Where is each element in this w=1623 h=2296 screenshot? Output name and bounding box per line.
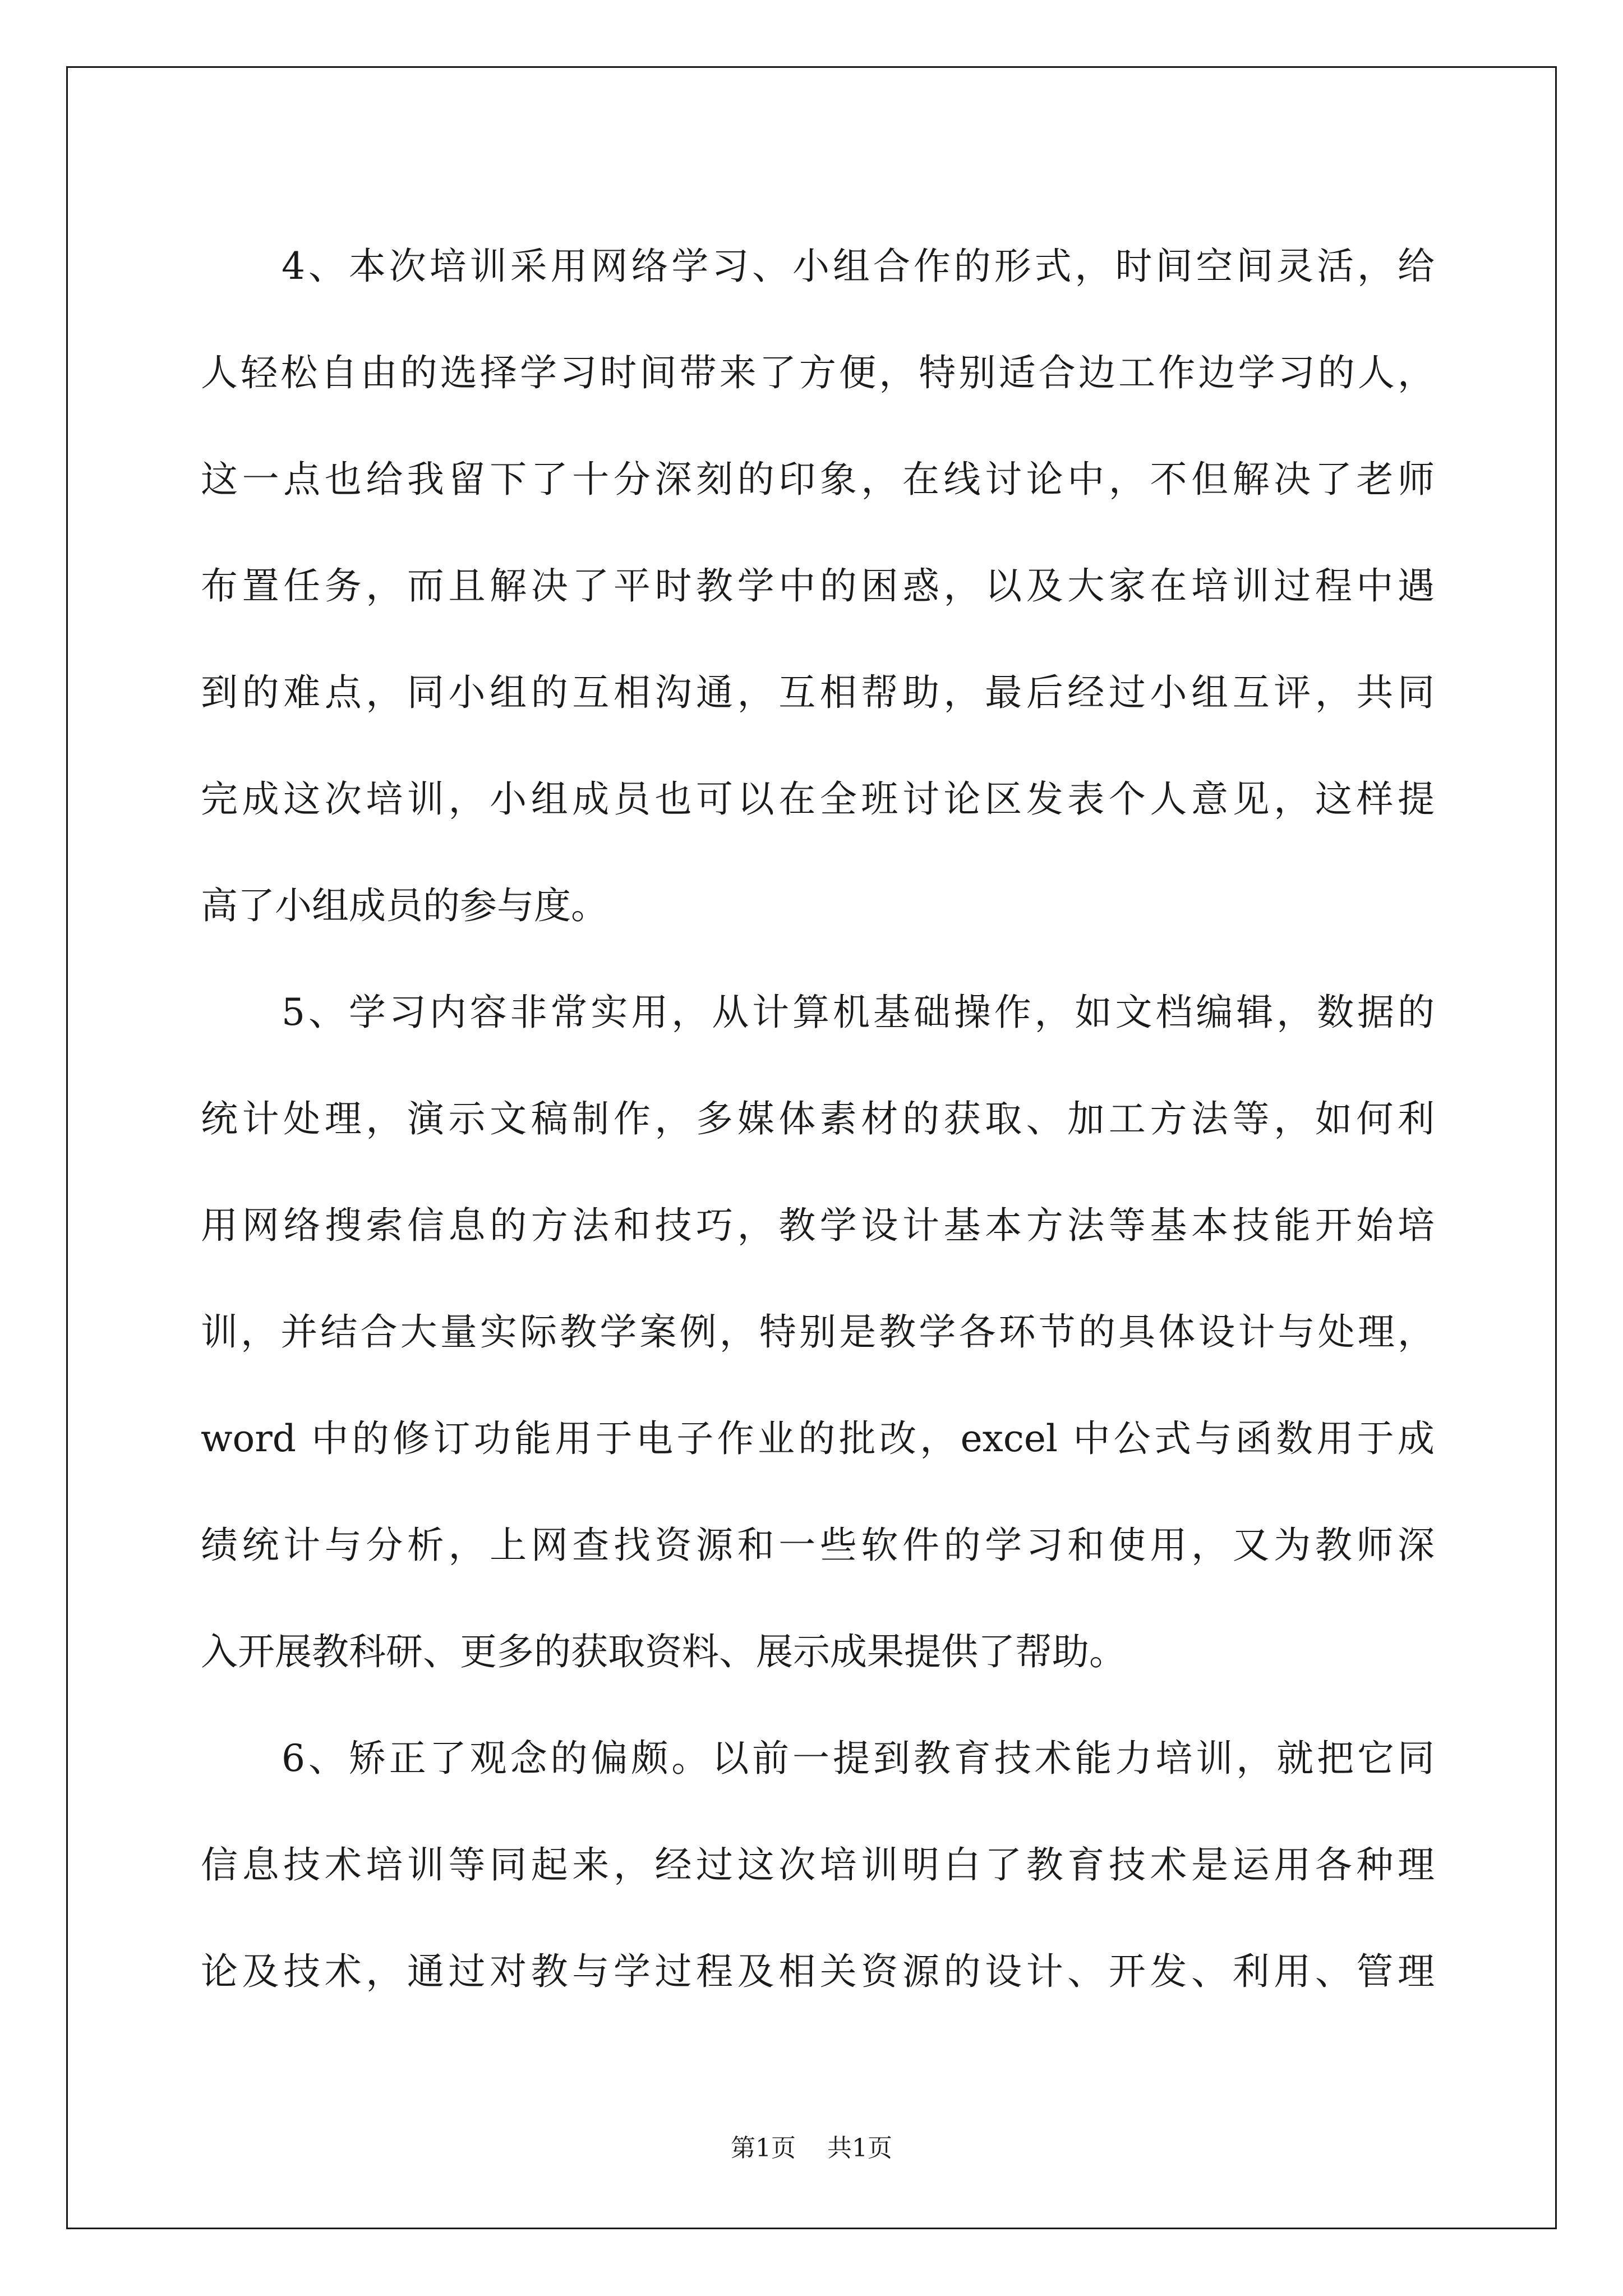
document-body — [201, 213, 1435, 2025]
paragraph-6-line-3: 论及技术，通过对教与学过程及相关资源的设计、开发、利用、管理 — [201, 1950, 1435, 1993]
paragraph-4-line-3: 这一点也给我留下了十分深刻的印象，在线讨论中，不但解决了老师 — [201, 458, 1435, 501]
paragraph-5-line-5: word 中的修订功能用于电子作业的批改，excel 中公式与函数用于成 — [201, 1417, 1435, 1460]
paragraph-5-line-1: 5、学习内容非常实用，从计算机基础操作，如文档编辑，数据的 — [282, 991, 1435, 1034]
paragraph-5-line-3: 用网络搜索信息的方法和技巧，教学设计基本方法等基本技能开始培 — [201, 1204, 1435, 1247]
paragraph-5-line-4: 训，并结合大量实际教学案例，特别是教学各环节的具体设计与处理， — [201, 1310, 1435, 1354]
paragraph-4-line-6: 完成这次培训，小组成员也可以在全班讨论区发表个人意见，这样提 — [201, 777, 1435, 821]
page-footer — [0, 2132, 1623, 2165]
paragraph-6-line-1: 6、矫正了观念的偏颇。以前一提到教育技术能力培训，就把它同 — [282, 1737, 1435, 1780]
page-number-current: 第1页 — [731, 2134, 796, 2162]
paragraph-5-line-7: 入开展教科研、更多的获取资料、展示成果提供了帮助。 — [201, 1630, 1126, 1673]
paragraph-4-line-4: 布置任务，而且解决了平时教学中的困惑，以及大家在培训过程中遇 — [201, 564, 1435, 608]
paragraph-5-line-6: 绩统计与分析，上网查找资源和一些软件的学习和使用，又为教师深 — [201, 1524, 1435, 1567]
paragraph-4-line-2: 人轻松自由的选择学习时间带来了方便，特别适合边工作边学习的人， — [201, 351, 1435, 394]
paragraph-5-line-2: 统计处理，演示文稿制作，多媒体素材的获取、加工方法等，如何利 — [201, 1097, 1435, 1140]
paragraph-6-line-2: 信息技术培训等同起来，经过这次培训明白了教育技术是运用各种理 — [201, 1843, 1435, 1887]
paragraph-4-line-7: 高了小组成员的参与度。 — [201, 884, 608, 927]
page-number-total: 共1页 — [827, 2134, 892, 2162]
paragraph-4-line-1: 4、本次培训采用网络学习、小组合作的形式，时间空间灵活，给 — [282, 245, 1435, 288]
paragraph-4-line-5: 到的难点，同小组的互相沟通，互相帮助，最后经过小组互评，共同 — [201, 671, 1435, 714]
